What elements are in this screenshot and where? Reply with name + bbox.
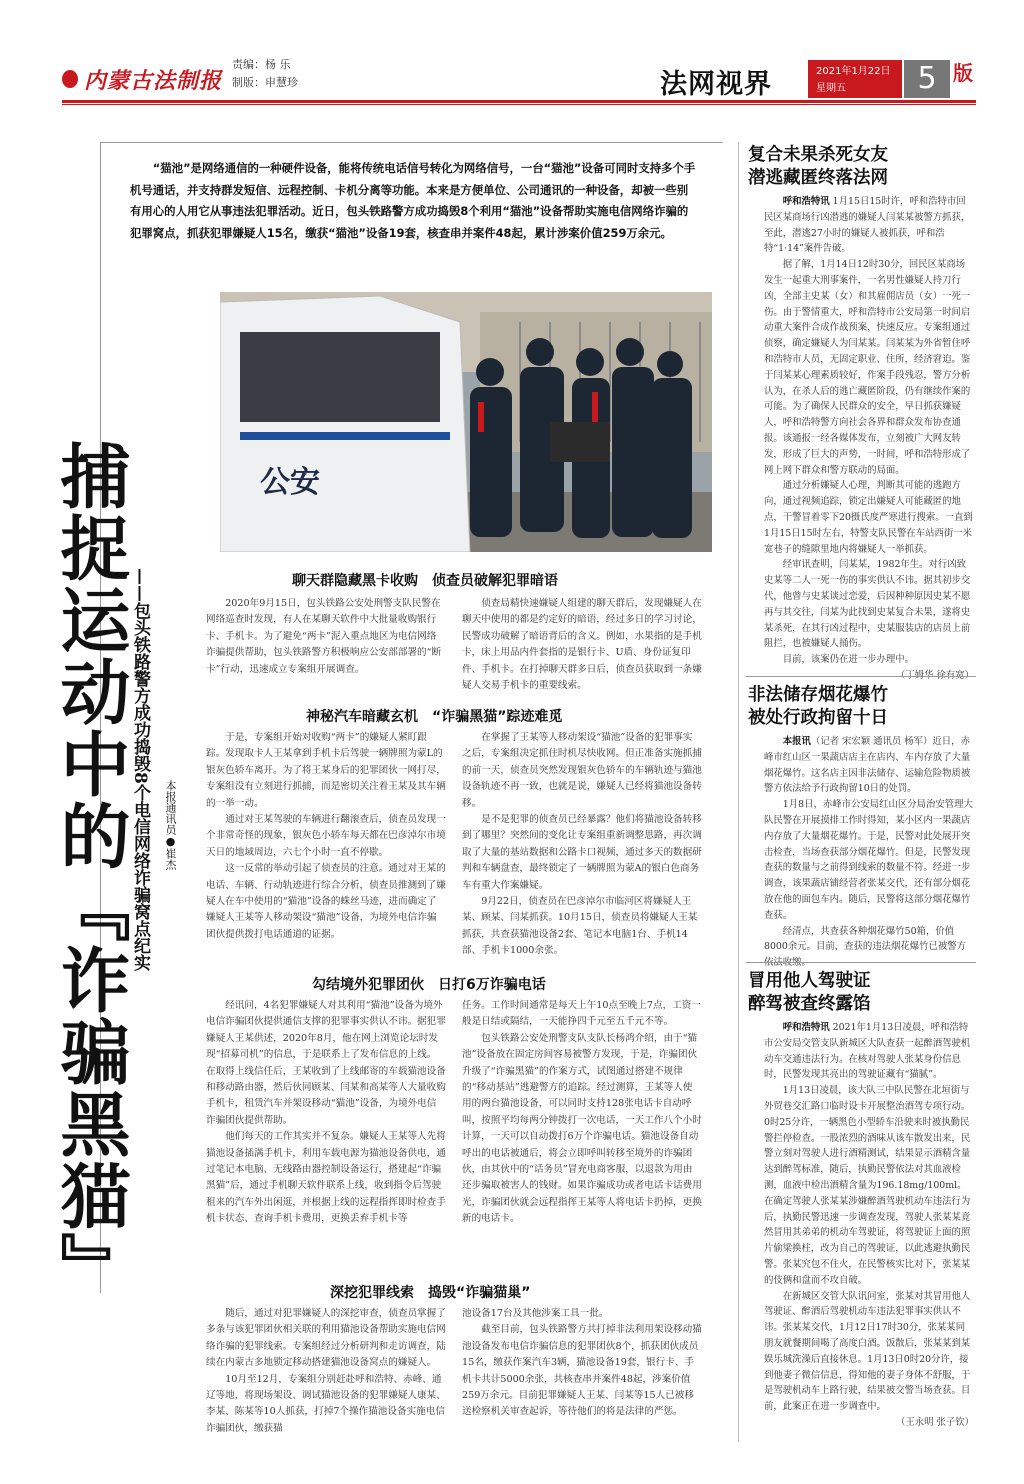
brief-2-paragraph-1 <box>764 734 974 797</box>
section-heading-3: 勾结境外犯罪团伙 日打6万诈骗电话 <box>312 977 546 993</box>
s2-left-paragraph-3: 这一反常的举动引起了侦查员的注意。通过对王某的电话、车辆、行动轨迹进行综合分析，侦查员推测到了嫌疑人在车中使用的“猫池”设备的蛛丝马迹，进而确定了嫌疑人王某等人移动架设“猫池”设备，为境外电信诈骗团伙提供拨打电话通道的证据。 <box>206 863 446 940</box>
header-rule <box>62 100 976 103</box>
s2-left-paragraph-2: 通过对王某驾驶的车辆进行翻滚查后，侦查员发现一个非常奇怪的现象，银灰色小轿车每天都在巴彦淖尔市境天日的地域周边，六七个小时一直不停歇。 <box>206 814 446 858</box>
logo-emblem-icon <box>62 70 78 88</box>
brief-3-paragraph-1-text: 2021年1月13日凌晨，呼和浩特市公安局交管支队新城区大队查获一起醉酒驾驶机动车交通违法行为。在核对驾驶人张某身份信息时，民警发现其亮出的驾驶证藏有“猫腻”。 <box>764 1022 971 1081</box>
brief-1-paragraph-2: 据了解，1月14日12时30分，回民区某商场发生一起重大刑事案件，一名男性嫌疑人持刀行凶，全部主史某（女）和其雇佣店员（女）一死一伤。由于警情重大，呼和浩特市公安局第一时间启动重大案件合成作战预案，快速反应。专案组通过侦察，确定嫌疑人为闫某某。闫某某为外省暂住呼和浩特市人员，无固定职业、住所，经济窘迫。鉴于闫某某心理素质较好，作案手段残忍，警方分析认为，在杀人后的逃亡藏匿阶段，仍有继续作案的可能。为了确保人民群众的安全，早日抓获嫌疑人，呼和浩特警方向社会各界和群众发布协查通报。该通报一经各媒体发布，立刻被广大网友转发，形成了巨大的声势，一时间，呼和浩特形成了网上网下群众和警方联动的局面。 <box>764 259 971 476</box>
brief-2-paragraph-2: 1月8日，赤峰市公安局红山区分局治安管理大队民警在开展摸排工作时得知，某小区内一果蔬店内存放了大量烟花爆竹。于是，民警对此处展开突击检查，当场查获部分烟花爆竹。但是，民警发现查获的数量与之前得到线索的数量不符。经进一步调查，该果蔬店铺经营者张某交代，还有部分烟花放在他的面包车内。随后，民警将这部分烟花爆竹查获。 <box>764 799 973 921</box>
issue-weekday: 星期五 <box>816 83 846 94</box>
brief-2-paragraph-3: 经清点，共查获各种烟花爆竹50箱，价值8000余元。目前，查获的违法烟花爆竹已被警方 <box>764 925 966 953</box>
s3-left-paragraph-2: 他们每天的工作其实并不复杂。嫌疑人王某等人先将猫池设备插满手机卡，利用车载电源为猫池设备供电，通过笔记本电脑、无线路由器控制设备运行，搭建起“诈骗黑猫”后，通过手机聊天软件联系上线，收到指令后驾驶租来的汽车外出闲逛，并根据上线的远程指挥即时检查手机卡状态、查询手机卡费用，更换丢弃手机卡等 <box>206 1131 446 1225</box>
brief-3-paragraph-3: 在新城区交管大队讯问室，张某对其冒用他人驾驶证、醉酒后驾驶机动车违法犯罪事实供认不讳。张某某交代，1月12日17时30分，张某某同朋友就餐期间喝了高度白酒。饭散后，张某某到某娱乐城洗澡后直接休息。1月13日0时20分许，接到他妻子微信信息，得知他的妻子身体不舒服，于是驾驶机动车上路行驶，结果被交警当场查获。目前，此案正在进一步调查中。 <box>764 1290 971 1413</box>
s3-right-paragraph-1: 任务。工作时间通常是每天上午10点至晚上7点，工资一般是日结或隔结，一天能挣四千元至五千元不等。 <box>462 1000 701 1028</box>
issue-date: 2021年1月22日 <box>816 66 891 77</box>
s2-left-column <box>206 730 446 943</box>
page-number-box <box>904 60 976 98</box>
main-headline: 捕捉运动中的『诈骗黑猫』 <box>49 440 132 1304</box>
s1-left-column <box>206 596 446 678</box>
police-arrest-photo <box>220 292 712 552</box>
brief-1-paragraph-1-text: 1月15日15时许，呼和浩特市回民区某商场行凶潜逃的嫌疑人闫某某被警方抓获，至此，潜逃27小时的嫌疑人被抓获，呼和浩特“1·14”案件告破。 <box>764 196 971 255</box>
brief-1-body <box>764 194 974 684</box>
designer-line: 制版：申慧珍 <box>232 76 298 89</box>
logo-text: 内蒙古法制报 <box>83 67 222 94</box>
brief-divider-1 <box>746 676 976 677</box>
brief-1-paragraph-3: 通过分析嫌疑人心理，判断其可能的逃跑方向，通过视频追踪，锁定出嫌疑人可能藏匿的地点，干警冒着零下20摄氏度严寒进行搜索。一直到1月15日15时左右，特警支队民警在车站西街一米宽巷子的缝隙里地内将嫌疑人一举抓获。 <box>764 480 973 555</box>
editor-line: 责编：杨 乐 <box>232 58 291 71</box>
section-title: 法网视界 <box>660 69 772 100</box>
s4-left-paragraph-2: 10月至12月，专案组分别赶赴呼和浩特、赤峰、通辽等地，将现场架设、调试猫池设备的犯罪嫌疑人康某、李某、陈某等10人抓获，打掉7个操作猫池设备实施电信诈骗团伙，缴获猫 <box>206 1373 446 1434</box>
editor-credits <box>232 56 298 92</box>
s2-right-paragraph-2: 是不是犯罪的侦查员已经暴露？他们将猫池设备转移到了哪里？突然间的变化让专案组重新调整思路，再次调取了大量的基站数据和公路卡口视频，通过多天的数据研判和车辆盘查，最终锁定了一辆牌照为蒙A的银白色商务车有重大作案嫌疑。 <box>462 814 702 891</box>
s2-left-paragraph-1: 于是，专案组开始对收购“两卡”的嫌疑人紧盯跟踪。发现取卡人王某拿到手机卡后驾驶一辆牌照为蒙L的银灰色轿车离开。为了将王某身后的犯罪团伙一网打尽，专案组没有立刻进行抓捕，而是密切关注着王某及其车辆的一举一动。 <box>206 732 446 809</box>
date-box <box>808 60 902 98</box>
s3-right-column <box>462 998 702 1228</box>
newspaper-logo <box>62 64 222 94</box>
brief-3-body <box>764 1020 974 1431</box>
section-heading-1: 聊天群隐藏黑卡收购 侦查员破解犯罪暗语 <box>292 573 558 589</box>
s2-right-paragraph-1: 在掌握了王某等人移动架设“猫池”设备的犯罪事实之后，专案组决定抓住时机尽快收网。但正准备实施抓捕的前一天，侦查员突然发现银灰色轿车的车辆轨迹与猫池设备轨迹不再一致，也就是说，嫌疑人已经将猫池设备转移。 <box>462 732 702 809</box>
page-suffix: 版 <box>953 61 973 85</box>
s2-right-paragraph-3: 9月22日，侦查员在巴彦淖尔市临河区将嫌疑人王某、顾某、闫某抓获。10月15日，侦查员将嫌疑人王某抓获，共查获猫池设备2套、笔记本电脑1台、手机14部、手机卡1000余张。 <box>462 896 698 957</box>
s1-right-paragraph: 侦查局精快速嫌疑人组建的聊天群后，发现嫌疑人在聊天中使用的都是约定好的暗语，经过多日的学习讨论，民警成功破解了暗语背后的含义。例如，水果指的是手机卡，床上用品内件套指的是银行卡、U盾、身份证复印件、手机卡。在打掉聊天群多日后，侦查员获取到一条嫌疑人交易手机卡的重要线索。 <box>462 598 702 692</box>
brief-2-dateline: 本报讯 <box>782 736 811 747</box>
s4-right-column <box>462 1306 702 1421</box>
brief-3-paragraph-1 <box>764 1020 974 1083</box>
brief-2-title-line-1: 非法储存烟花爆竹 <box>748 685 888 705</box>
brief-1-title <box>748 144 888 190</box>
article-lead: “猫池”是网络通信的一种硬件设备，能将传统电话信号转化为网络信号，一台“猫池”设备可同时支持多个手机号通话，并支持群发短信、远程控制、卡机分离等功能。本来是方便单位、公司通讯的一种设备，却被一些别有用心的人用它从事违法犯罪活动。近日，包头铁路警方成功捣毁8个利用“猫池”设备帮助实施电信网络诈骗的犯罪窝点，抓获犯罪嫌疑人15名，缴获“猫池”设备19套，核查串并案件48起，累计涉案价值259万余元。 <box>130 161 696 240</box>
s2-right-column <box>462 730 702 960</box>
brief-1-paragraph-1 <box>764 194 974 257</box>
brief-3-title-line-1: 冒用他人驾驶证 <box>748 971 871 991</box>
brief-3-byline: （王永明 张子钦） <box>896 1416 974 1428</box>
brief-2-title-line-2: 被处行政拘留十日 <box>748 708 888 728</box>
page-number: 5 <box>904 60 950 98</box>
s4-right-paragraph-1: 池设备17台及其他涉案工具一批。 <box>462 1308 609 1319</box>
photo-van-text: 公安 <box>260 465 320 500</box>
section-heading-2: 神秘汽车暗藏玄机 “诈骗黑猫”踪迹难觅 <box>306 709 563 725</box>
header-rule-thin <box>62 104 976 105</box>
s4-right-paragraph-2: 截至目前，包头铁路警方共打掉非法利用架设移动猫池设备发布电信诈骗信息的犯罪团伙8个，抓获团伙成员15名，缴获作案汽车3辆，猫池设备19套，银行卡、手机卡共计5000余张，共核查串并案件48起，涉案价值259万余元。目前犯罪嫌疑人王某、闫某等15人已被移送检察机关审查起诉，等待他们的将是法律的严惩。 <box>462 1324 702 1418</box>
s3-left-column <box>206 998 446 1228</box>
s1-right-column <box>462 596 702 694</box>
brief-1-title-line-2: 潜逃藏匿终落法网 <box>748 168 888 188</box>
right-column-divider <box>738 142 739 1442</box>
brief-divider-2 <box>746 962 976 963</box>
brief-1-paragraph-5: 目前，该案仍在进一步办理中。 <box>782 654 915 666</box>
s4-left-column <box>206 1306 446 1437</box>
section-heading-4: 深挖犯罪线索 捣毁“诈骗猫巢” <box>330 1285 531 1301</box>
brief-1-dateline: 呼和浩特讯 <box>782 196 830 207</box>
brief-3-title <box>748 970 871 1016</box>
sub-headline: ——包头铁路警方成功捣毁8个电信网络诈骗窝点纪实 <box>130 568 150 971</box>
brief-1-title-line-1: 复合未果杀死女友 <box>748 145 888 165</box>
s3-right-paragraph-2: 包头铁路公安处刑警支队支队长杨鸿介绍，由于“猫池”设备放在固定房间容易被警方发现，于是，诈骗团伙升级了“诈骗黑猫”的作案方式，试图通过搭建不规律的“移动基站”逃避警方的追踪。经过测算，王某等人使用的两台猫池设备，可以同时支持128张电话卡自动呼叫，按照平均每两分钟拨打一次电话，一天工作八个小时计算，一天可以自动拨打6万个诈骗电话。猫池设备自动呼出的电话被通后，将会立即呼叫转移至境外的诈骗团伙，由其伙中的“话务员”冒充电商客服，以退款为用由还步骗取被害人的钱财。如果诈骗成功或者电话卡话费用光，诈骗团伙就会远程指挥王某等人将电话卡扔掉，更换新的电话卡。 <box>462 1032 702 1225</box>
brief-1-paragraph-4: 经审讯查明，闫某某，1982年生。对行凶致史某等二人一死一伤的事实供认不讳。据其初步交代，他曾与史某谈过恋爱，后因种种原因史某不愿再与其交往，闫某为此找到史某复合未果，遂将史某杀死，在其行凶过程中，史某服装店的店员上前阻拦，也被嫌疑人捅伤。 <box>764 559 971 650</box>
news-photo <box>220 292 712 552</box>
s3-left-paragraph-1: 经讯问，4名犯罪嫌疑人对其利用“猫池”设备为境外电信诈骗团伙提供通信支撑的犯罪事实供认不讳。据犯罪嫌疑人王某供述，2020年8月，他在网上浏览论坛时发现“招募司机”的信息，于是联系上了发布信息的上线。在取得上线信任后，王某收到了上线邮寄的车载猫池设备和移动路由器，然后伙同顾某、闫某和高某等人大量收购手机卡，租赁汽车并架设移动“猫池”设备，为境外电信诈骗团伙提供帮助。 <box>206 1000 446 1126</box>
s1-left-paragraph: 2020年9月15日，包头铁路公安处刑警支队民警在网络巡查时发现，有人在某聊天软件中大批量收购银行卡、手机卡。为了避免“两卡”泥入重点地区为电信网络诈骗提供帮助，包头铁路警方积极响应公安部部署的“断卡”行动，迅速成立专案组开展调查。 <box>206 598 442 675</box>
brief-3-dateline: 呼和浩特讯 <box>782 1022 830 1033</box>
brief-2-title <box>748 684 888 730</box>
brief-2-body <box>764 734 974 971</box>
brief-2-paragraph-1-text: （记者 宋宏颖 通讯员 杨军）近日，赤峰市红山区一果蔬店店主在店内、车内存放了大量烟花爆竹。这名店主因非法储存、运输危险物质被警方依法给予行政拘留10日的处罚。 <box>764 736 971 795</box>
main-byline: 本报通讯员●崔杰 <box>164 780 177 870</box>
s4-left-paragraph-1: 随后，通过对犯罪嫌疑人的深挖审查，侦查员掌握了多条与该犯罪团伙相关联的利用猫池设备帮助实施电信网络诈骗的犯罪线索。专案组经过分析研判和走访调查，陆续在内蒙古多地锁定移动搭建猫池设备窝点的嫌疑人。 <box>206 1308 446 1369</box>
brief-3-title-line-2: 醉驾被查终露馅 <box>748 994 871 1014</box>
brief-3-paragraph-2: 1月13日凌晨，该大队三中队民警在北垣街与外贸巷交汇路口临时设卡开展整治酒驾专项行动。0时25分许，一辆黑色小型轿车沿驶来时被执勤民警拦停检查。一股浓烈的酒味从该车散发出来，民警立刻对驾驶人进行酒精测试，结果显示酒精含量达到醉驾标准，随后，执勤民警依法对其血液检测，血液中检出酒精含量为196.18mg/100ml。在确定驾驶人张某某涉嫌醉酒驾驶机动车违法行为后，执勤民警迅速一步调查发现，驾驶人张某某竟然冒用其弟弟的机动车驾驶证，将驾驶证上面的照片偷梁换柱，改为自己的驾驶证，以此逃避执勤民警。张某究包不住火，在民警核实比对下，张某某的伎俩和盘而不攻自破。 <box>764 1085 971 1286</box>
